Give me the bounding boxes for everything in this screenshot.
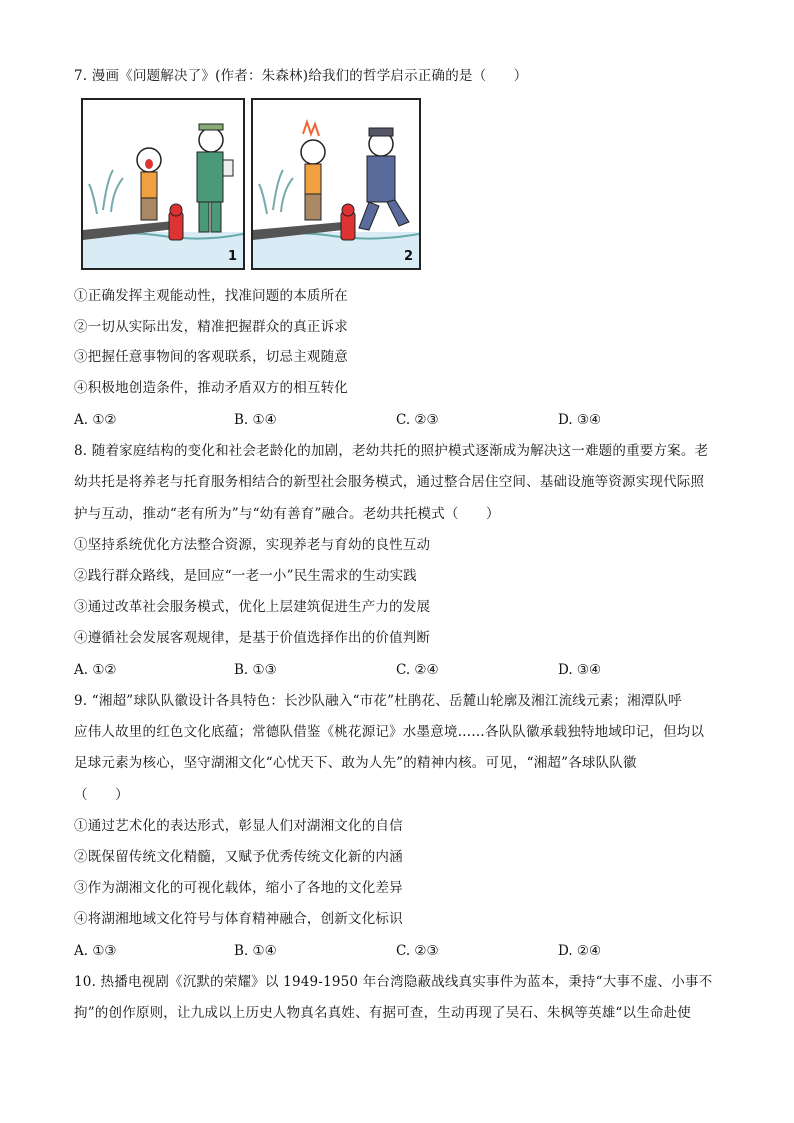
q8-option-b[interactable]: B. ①③ — [234, 662, 277, 678]
q7-item-2: ②一切从实际出发，精准把握群众的真正诉求 — [74, 319, 348, 335]
q8-option-c[interactable]: C. ②④ — [396, 662, 439, 678]
q8-stem-line-2: 幼共托是将养老与托育服务相结合的新型社会服务模式，通过整合居住空间、基础设施等资源实现代际照 — [74, 474, 705, 490]
q7-option-b[interactable]: B. ①④ — [234, 412, 277, 428]
comic-panel-1 — [81, 98, 245, 270]
q7-stem: 7. 漫画《问题解决了》(作者：朱森林)给我们的哲学启示正确的是（ ） — [74, 68, 528, 84]
q9-item-4: ④将湖湘地域文化符号与体育精神融合，创新文化标识 — [74, 911, 403, 927]
q9-option-b[interactable]: B. ①④ — [234, 943, 277, 959]
q10-stem-line-1: 10. 热播电视剧《沉默的荣耀》以 1949-1950 年台湾隐蔽战线真实事件为蓝本，秉持“大事不虚、小事不 — [74, 974, 713, 990]
q9-option-a[interactable]: A. ①③ — [74, 943, 117, 959]
q10-stem-line-2: 拘”的创作原则，让九成以上历史人物真名真姓、有据可查，生动再现了吴石、朱枫等英雄“以生命赴使 — [74, 1005, 692, 1021]
q7-option-a[interactable]: A. ①② — [74, 412, 117, 428]
q9-stem-line-3: 足球元素为核心，坚守湖湘文化“心忧天下、敢为人先”的精神内核。可见，“湘超”各球队队徽 — [74, 755, 637, 771]
q9-option-d[interactable]: D. ②④ — [558, 943, 602, 959]
comic-panel-2 — [251, 98, 421, 270]
q7-item-3: ③把握任意事物间的客观联系，切忌主观随意 — [74, 349, 348, 365]
q8-stem-line-1: 8. 随着家庭结构的变化和社会老龄化的加剧，老幼共托的照护模式逐渐成为解决这一难题的重要方案。老 — [74, 443, 709, 459]
q8-option-d[interactable]: D. ③④ — [558, 662, 602, 678]
q9-item-1: ①通过艺术化的表达形式，彰显人们对湖湘文化的自信 — [74, 818, 403, 834]
q7-option-c[interactable]: C. ②③ — [396, 412, 439, 428]
q9-item-3: ③作为湖湘文化的可视化载体，缩小了各地的文化差异 — [74, 880, 403, 896]
q9-stem-line-1: 9. “湘超”球队队徽设计各具特色：长沙队融入“市花”杜鹃花、岳麓山轮廓及湘江流线元素；湘潭队呼 — [74, 693, 682, 709]
q9-stem-line-2: 应伟人故里的红色文化底蕴；常德队借鉴《桃花源记》水墨意境……各队队徽承载独特地域印记，但均以 — [74, 724, 705, 740]
q7-item-4: ④积极地创造条件，推动矛盾双方的相互转化 — [74, 380, 348, 396]
q8-item-2: ②践行群众路线，是回应“一老一小”民生需求的生动实践 — [74, 568, 418, 584]
comic-panel-1-illustration — [83, 100, 243, 268]
q7-item-1: ①正确发挥主观能动性，找准问题的本质所在 — [74, 288, 348, 304]
q9-item-2: ②既保留传统文化精髓，又赋予优秀传统文化新的内涵 — [74, 849, 403, 865]
q8-stem-line-3: 护与互动，推动“老有所为”与“幼有善育”融合。老幼共托模式（ ） — [74, 506, 500, 522]
q8-item-3: ③通过改革社会服务模式，优化上层建筑促进生产力的发展 — [74, 599, 431, 615]
q9-option-c[interactable]: C. ②③ — [396, 943, 439, 959]
q8-item-1: ①坚持系统优化方法整合资源，实现养老与育幼的良性互动 — [74, 537, 431, 553]
q7-option-d[interactable]: D. ③④ — [558, 412, 602, 428]
q8-item-4: ④遵循社会发展客观规律，是基于价值选择作出的价值判断 — [74, 630, 431, 646]
comic-panel-1-number: 1 — [227, 249, 237, 264]
comic-panel-2-number: 2 — [403, 249, 413, 264]
comic-panel-2-illustration — [253, 100, 419, 268]
q8-option-a[interactable]: A. ①② — [74, 662, 117, 678]
q9-stem-line-4: （ ） — [74, 787, 129, 803]
